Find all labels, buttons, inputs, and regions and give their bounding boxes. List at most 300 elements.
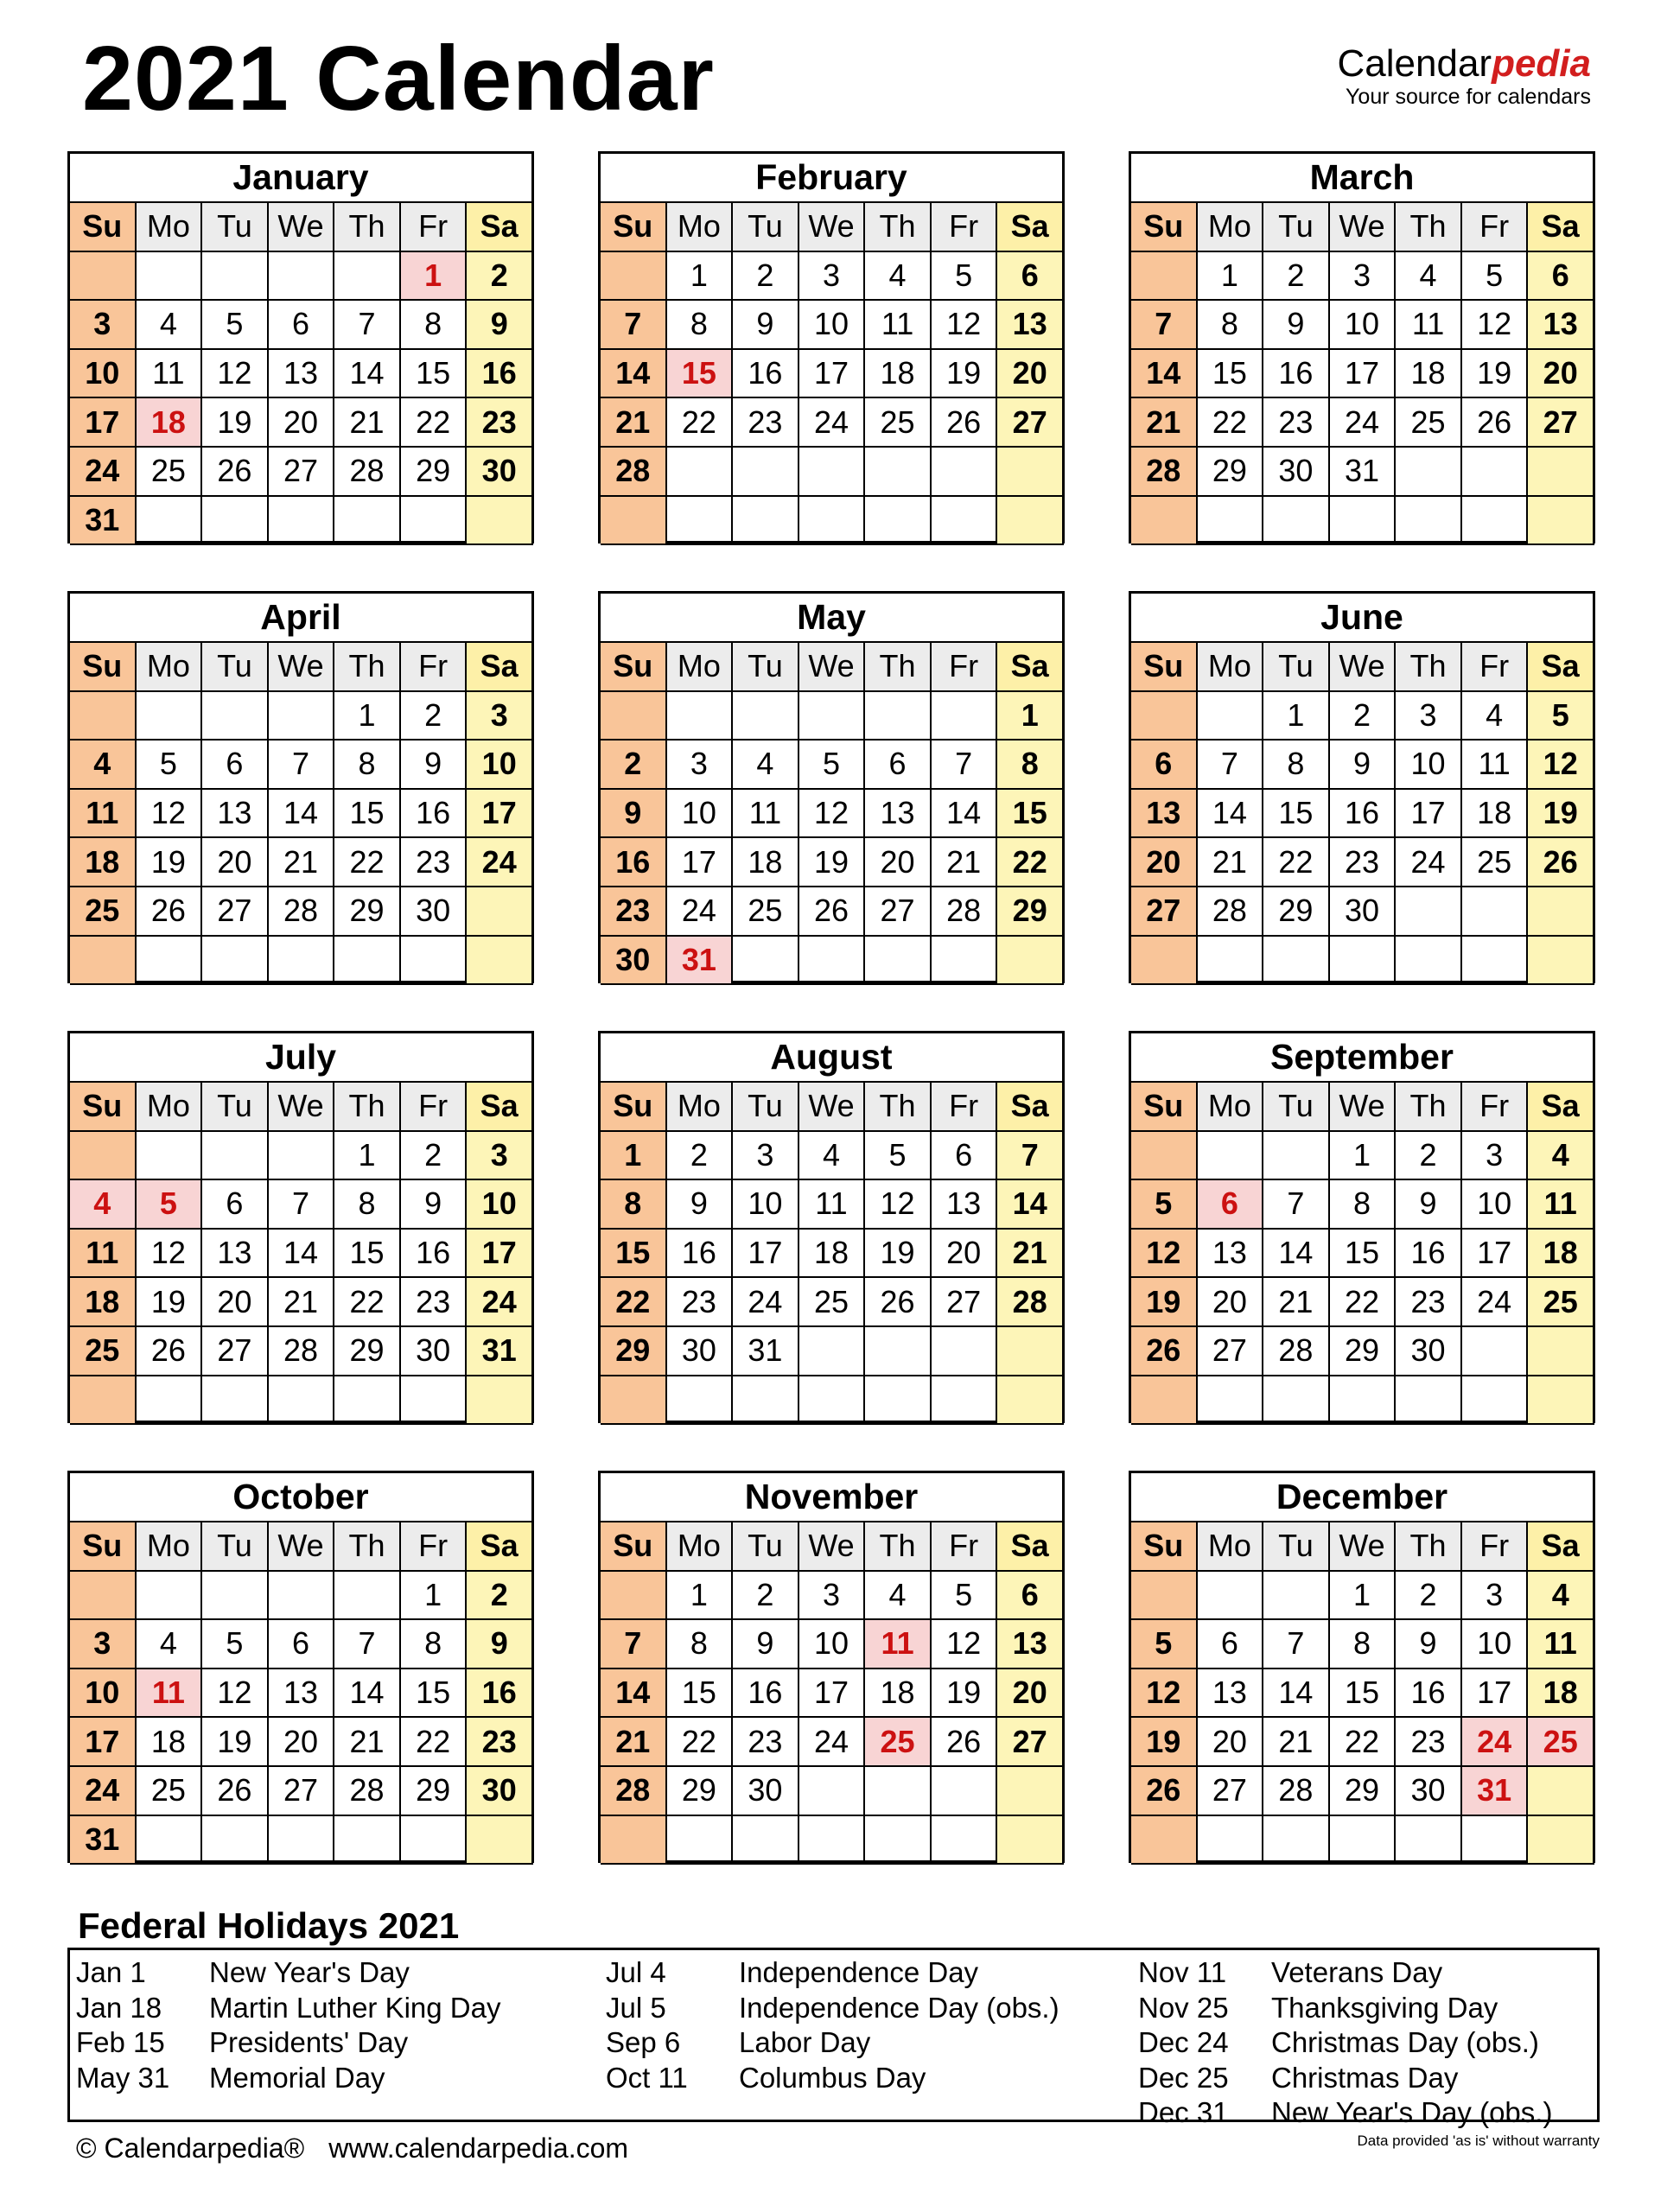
empty-day-cell bbox=[1263, 937, 1330, 986]
empty-day-cell bbox=[997, 1327, 1064, 1376]
empty-day-cell bbox=[1396, 1816, 1462, 1866]
weekday-header: Fr bbox=[932, 1083, 998, 1132]
day-cell: 29 bbox=[1330, 1767, 1397, 1816]
day-cell: 8 bbox=[401, 1620, 468, 1669]
day-cell: 16 bbox=[1263, 350, 1330, 399]
day-cell: 27 bbox=[1198, 1767, 1264, 1816]
weekday-header: Fr bbox=[1462, 203, 1529, 252]
weekday-header: We bbox=[269, 1522, 335, 1572]
day-cell: 7 bbox=[1131, 301, 1198, 350]
day-cell: 31 bbox=[733, 1327, 799, 1376]
weekday-header: Su bbox=[1131, 203, 1198, 252]
empty-day-cell bbox=[1198, 692, 1264, 741]
empty-day-cell bbox=[467, 497, 533, 546]
day-cell: 26 bbox=[137, 887, 203, 937]
day-cell: 12 bbox=[137, 1230, 203, 1279]
day-cell: 26 bbox=[202, 1767, 269, 1816]
weekday-header: Tu bbox=[202, 203, 269, 252]
day-cell: 25 bbox=[70, 1327, 137, 1376]
empty-day-cell bbox=[137, 1376, 203, 1426]
month-grid bbox=[1131, 1522, 1594, 1865]
empty-day-cell bbox=[1330, 497, 1397, 546]
day-cell: 6 bbox=[932, 1132, 998, 1181]
weekday-header: Sa bbox=[1528, 203, 1594, 252]
weekday-header: Mo bbox=[667, 643, 734, 692]
day-cell: 23 bbox=[467, 398, 533, 448]
empty-day-cell bbox=[1131, 692, 1198, 741]
empty-day-cell bbox=[997, 497, 1064, 546]
empty-day-cell bbox=[733, 1816, 799, 1866]
day-cell: 14 bbox=[1263, 1669, 1330, 1719]
day-cell: 30 bbox=[733, 1767, 799, 1816]
day-cell: 17 bbox=[667, 838, 734, 887]
empty-day-cell bbox=[1462, 497, 1529, 546]
empty-day-cell bbox=[137, 692, 203, 741]
empty-day-cell bbox=[799, 1376, 866, 1426]
day-cell: 16 bbox=[1330, 790, 1397, 839]
month-july bbox=[67, 1031, 534, 1423]
empty-day-cell bbox=[1330, 1816, 1397, 1866]
day-cell: 19 bbox=[202, 1718, 269, 1767]
day-cell: 27 bbox=[202, 1327, 269, 1376]
day-cell: 25 bbox=[1528, 1278, 1594, 1327]
empty-day-cell bbox=[601, 1572, 667, 1621]
weekday-header: Sa bbox=[997, 1522, 1064, 1572]
weekday-header: Sa bbox=[997, 643, 1064, 692]
day-cell: 5 bbox=[932, 252, 998, 302]
day-cell: 12 bbox=[1131, 1669, 1198, 1719]
day-cell: 30 bbox=[401, 1327, 468, 1376]
day-cell: 7 bbox=[932, 741, 998, 790]
day-cell: 7 bbox=[1263, 1180, 1330, 1230]
day-cell: 19 bbox=[932, 350, 998, 399]
day-cell: 23 bbox=[733, 398, 799, 448]
day-cell: 1 bbox=[1330, 1572, 1397, 1621]
day-cell: 25 bbox=[137, 448, 203, 497]
holiday-date: Jan 18 bbox=[76, 1991, 162, 2024]
day-cell: 21 bbox=[1263, 1718, 1330, 1767]
day-cell: 26 bbox=[932, 398, 998, 448]
day-cell: 1 bbox=[1198, 252, 1264, 302]
day-cell: 7 bbox=[997, 1132, 1064, 1181]
day-cell: 21 bbox=[932, 838, 998, 887]
empty-day-cell bbox=[1198, 937, 1264, 986]
empty-day-cell bbox=[334, 937, 401, 986]
empty-day-cell bbox=[733, 937, 799, 986]
day-cell: 30 bbox=[1396, 1767, 1462, 1816]
weekday-header: Su bbox=[601, 203, 667, 252]
day-cell: 7 bbox=[269, 1180, 335, 1230]
day-cell: 5 bbox=[865, 1132, 932, 1181]
day-cell: 22 bbox=[667, 398, 734, 448]
day-cell: 13 bbox=[932, 1180, 998, 1230]
day-cell: 13 bbox=[1198, 1230, 1264, 1279]
holiday-name: Labor Day bbox=[739, 2026, 871, 2058]
day-cell: 17 bbox=[467, 790, 533, 839]
weekday-header: We bbox=[269, 203, 335, 252]
day-cell: 27 bbox=[269, 448, 335, 497]
weekday-header: Tu bbox=[733, 643, 799, 692]
month-grid bbox=[1131, 203, 1594, 545]
empty-day-cell bbox=[1396, 1376, 1462, 1426]
holidays-column bbox=[1138, 1955, 1552, 2131]
day-cell: 12 bbox=[1462, 301, 1529, 350]
day-cell: 28 bbox=[601, 1767, 667, 1816]
empty-day-cell bbox=[799, 1767, 866, 1816]
holiday-name: New Year's Day bbox=[209, 1956, 410, 1988]
empty-day-cell bbox=[1462, 887, 1529, 937]
weekday-header: Th bbox=[865, 203, 932, 252]
day-cell: 25 bbox=[70, 887, 137, 937]
day-cell: 18 bbox=[70, 1278, 137, 1327]
day-cell: 21 bbox=[334, 1718, 401, 1767]
weekday-header: Su bbox=[1131, 1083, 1198, 1132]
month-november bbox=[598, 1471, 1065, 1863]
weekday-header: Th bbox=[334, 203, 401, 252]
day-cell: 8 bbox=[401, 301, 468, 350]
empty-day-cell bbox=[467, 1376, 533, 1426]
day-cell: 16 bbox=[733, 350, 799, 399]
holiday-name: Columbus Day bbox=[739, 2061, 926, 2094]
day-cell: 5 bbox=[1528, 692, 1594, 741]
day-cell: 27 bbox=[997, 1718, 1064, 1767]
empty-day-cell bbox=[865, 692, 932, 741]
day-cell: 27 bbox=[202, 887, 269, 937]
day-cell: 29 bbox=[334, 887, 401, 937]
holiday-day-cell: 11 bbox=[137, 1669, 203, 1719]
day-cell: 17 bbox=[1396, 790, 1462, 839]
day-cell: 6 bbox=[997, 1572, 1064, 1621]
day-cell: 23 bbox=[1330, 838, 1397, 887]
day-cell: 9 bbox=[733, 301, 799, 350]
holiday-date: Dec 31 bbox=[1138, 2096, 1229, 2128]
weekday-header: We bbox=[1330, 1522, 1397, 1572]
empty-day-cell bbox=[137, 497, 203, 546]
weekday-header: Mo bbox=[1198, 203, 1264, 252]
empty-day-cell bbox=[1263, 1132, 1330, 1181]
day-cell: 25 bbox=[1396, 398, 1462, 448]
day-cell: 16 bbox=[401, 1230, 468, 1279]
month-grid bbox=[601, 203, 1064, 545]
weekday-header: We bbox=[269, 1083, 335, 1132]
day-cell: 29 bbox=[334, 1327, 401, 1376]
day-cell: 29 bbox=[601, 1327, 667, 1376]
weekday-header: Fr bbox=[401, 1522, 468, 1572]
day-cell: 28 bbox=[334, 1767, 401, 1816]
empty-day-cell bbox=[1528, 1816, 1594, 1866]
day-cell: 7 bbox=[1263, 1620, 1330, 1669]
day-cell: 20 bbox=[1528, 350, 1594, 399]
holiday-day-cell: 15 bbox=[667, 350, 734, 399]
day-cell: 23 bbox=[1396, 1718, 1462, 1767]
day-cell: 21 bbox=[601, 1718, 667, 1767]
day-cell: 9 bbox=[467, 301, 533, 350]
month-title: March bbox=[1131, 154, 1593, 203]
day-cell: 16 bbox=[401, 790, 468, 839]
day-cell: 31 bbox=[467, 1327, 533, 1376]
day-cell: 17 bbox=[733, 1230, 799, 1279]
empty-day-cell bbox=[799, 1816, 866, 1866]
empty-day-cell bbox=[733, 448, 799, 497]
day-cell: 18 bbox=[1462, 790, 1529, 839]
day-cell: 9 bbox=[1396, 1180, 1462, 1230]
empty-day-cell bbox=[1462, 1327, 1529, 1376]
day-cell: 17 bbox=[799, 1669, 866, 1719]
month-grid bbox=[1131, 643, 1594, 985]
weekday-header: Sa bbox=[997, 1083, 1064, 1132]
empty-day-cell bbox=[467, 937, 533, 986]
day-cell: 16 bbox=[1396, 1669, 1462, 1719]
day-cell: 23 bbox=[1396, 1278, 1462, 1327]
day-cell: 25 bbox=[799, 1278, 866, 1327]
month-june bbox=[1129, 591, 1595, 983]
holiday-row bbox=[1138, 2095, 1552, 2131]
empty-day-cell bbox=[334, 1816, 401, 1866]
holiday-row bbox=[1138, 2025, 1552, 2061]
weekday-header: Tu bbox=[202, 643, 269, 692]
day-cell: 10 bbox=[1396, 741, 1462, 790]
month-grid bbox=[601, 643, 1064, 985]
day-cell: 6 bbox=[269, 301, 335, 350]
day-cell: 20 bbox=[1198, 1718, 1264, 1767]
weekday-header: Fr bbox=[401, 643, 468, 692]
empty-day-cell bbox=[202, 252, 269, 302]
empty-day-cell bbox=[932, 448, 998, 497]
weekday-header: Sa bbox=[467, 643, 533, 692]
weekday-header: Mo bbox=[667, 203, 734, 252]
day-cell: 12 bbox=[932, 301, 998, 350]
empty-day-cell bbox=[202, 1132, 269, 1181]
holiday-name: Memorial Day bbox=[209, 2061, 385, 2094]
day-cell: 7 bbox=[334, 1620, 401, 1669]
day-cell: 14 bbox=[932, 790, 998, 839]
day-cell: 14 bbox=[269, 790, 335, 839]
weekday-header: Tu bbox=[1263, 1083, 1330, 1132]
empty-day-cell bbox=[865, 937, 932, 986]
day-cell: 13 bbox=[269, 1669, 335, 1719]
day-cell: 10 bbox=[70, 1669, 137, 1719]
weekday-header: Fr bbox=[401, 203, 468, 252]
empty-day-cell bbox=[1263, 1572, 1330, 1621]
holiday-day-cell: 11 bbox=[865, 1620, 932, 1669]
day-cell: 5 bbox=[202, 301, 269, 350]
day-cell: 7 bbox=[334, 301, 401, 350]
month-january bbox=[67, 151, 534, 543]
day-cell: 27 bbox=[269, 1767, 335, 1816]
month-grid bbox=[601, 1083, 1064, 1425]
empty-day-cell bbox=[269, 1132, 335, 1181]
month-october bbox=[67, 1471, 534, 1863]
empty-day-cell bbox=[932, 937, 998, 986]
day-cell: 19 bbox=[137, 838, 203, 887]
weekday-header: Sa bbox=[1528, 1522, 1594, 1572]
day-cell: 24 bbox=[733, 1278, 799, 1327]
day-cell: 16 bbox=[667, 1230, 734, 1279]
day-cell: 9 bbox=[667, 1180, 734, 1230]
day-cell: 29 bbox=[1330, 1327, 1397, 1376]
day-cell: 10 bbox=[1330, 301, 1397, 350]
day-cell: 15 bbox=[667, 1669, 734, 1719]
day-cell: 13 bbox=[997, 1620, 1064, 1669]
day-cell: 2 bbox=[601, 741, 667, 790]
month-title: July bbox=[70, 1033, 531, 1083]
holiday-date: Jul 4 bbox=[606, 1956, 666, 1988]
empty-day-cell bbox=[202, 1376, 269, 1426]
day-cell: 8 bbox=[1330, 1620, 1397, 1669]
empty-day-cell bbox=[137, 937, 203, 986]
empty-day-cell bbox=[269, 497, 335, 546]
empty-day-cell bbox=[601, 692, 667, 741]
holiday-row bbox=[606, 2061, 1059, 2096]
day-cell: 5 bbox=[202, 1620, 269, 1669]
empty-day-cell bbox=[334, 1572, 401, 1621]
day-cell: 14 bbox=[334, 1669, 401, 1719]
day-cell: 6 bbox=[997, 252, 1064, 302]
holiday-date: Feb 15 bbox=[76, 2026, 165, 2058]
day-cell: 3 bbox=[467, 692, 533, 741]
brand-logo bbox=[1337, 42, 1591, 109]
empty-day-cell bbox=[137, 1132, 203, 1181]
empty-day-cell bbox=[799, 1327, 866, 1376]
weekday-header: Mo bbox=[137, 1083, 203, 1132]
day-cell: 30 bbox=[601, 937, 667, 986]
weekday-header: Tu bbox=[202, 1522, 269, 1572]
empty-day-cell bbox=[202, 1816, 269, 1866]
holiday-date: Dec 24 bbox=[1138, 2026, 1229, 2058]
day-cell: 15 bbox=[334, 1230, 401, 1279]
empty-day-cell bbox=[1198, 497, 1264, 546]
day-cell: 16 bbox=[467, 1669, 533, 1719]
day-cell: 10 bbox=[667, 790, 734, 839]
empty-day-cell bbox=[334, 1376, 401, 1426]
day-cell: 29 bbox=[401, 448, 468, 497]
day-cell: 13 bbox=[1198, 1669, 1264, 1719]
page-title: 2021 Calendar bbox=[82, 28, 715, 130]
weekday-header: Fr bbox=[932, 643, 998, 692]
empty-day-cell bbox=[1528, 1767, 1594, 1816]
day-cell: 13 bbox=[202, 1230, 269, 1279]
day-cell: 15 bbox=[601, 1230, 667, 1279]
empty-day-cell bbox=[1528, 497, 1594, 546]
empty-day-cell bbox=[70, 1572, 137, 1621]
empty-day-cell bbox=[601, 497, 667, 546]
day-cell: 5 bbox=[137, 741, 203, 790]
day-cell: 25 bbox=[1462, 838, 1529, 887]
day-cell: 2 bbox=[401, 692, 468, 741]
weekday-header: Su bbox=[1131, 643, 1198, 692]
day-cell: 20 bbox=[865, 838, 932, 887]
day-cell: 5 bbox=[1462, 252, 1529, 302]
month-august bbox=[598, 1031, 1065, 1423]
empty-day-cell bbox=[1263, 497, 1330, 546]
weekday-header: Mo bbox=[137, 643, 203, 692]
day-cell: 11 bbox=[70, 790, 137, 839]
day-cell: 29 bbox=[997, 887, 1064, 937]
weekday-header: Tu bbox=[1263, 643, 1330, 692]
day-cell: 3 bbox=[70, 301, 137, 350]
day-cell: 20 bbox=[997, 1669, 1064, 1719]
day-cell: 15 bbox=[401, 1669, 468, 1719]
day-cell: 21 bbox=[1198, 838, 1264, 887]
day-cell: 12 bbox=[202, 1669, 269, 1719]
day-cell: 19 bbox=[1528, 790, 1594, 839]
day-cell: 10 bbox=[733, 1180, 799, 1230]
holiday-day-cell: 18 bbox=[137, 398, 203, 448]
day-cell: 24 bbox=[1396, 838, 1462, 887]
day-cell: 27 bbox=[997, 398, 1064, 448]
weekday-header: Sa bbox=[467, 1522, 533, 1572]
day-cell: 26 bbox=[1131, 1767, 1198, 1816]
empty-day-cell bbox=[997, 448, 1064, 497]
weekday-header: Tu bbox=[733, 1522, 799, 1572]
empty-day-cell bbox=[1528, 937, 1594, 986]
empty-day-cell bbox=[269, 1816, 335, 1866]
day-cell: 23 bbox=[733, 1718, 799, 1767]
empty-day-cell bbox=[997, 937, 1064, 986]
empty-day-cell bbox=[401, 497, 468, 546]
day-cell: 13 bbox=[1131, 790, 1198, 839]
day-cell: 15 bbox=[1330, 1669, 1397, 1719]
day-cell: 11 bbox=[70, 1230, 137, 1279]
empty-day-cell bbox=[334, 252, 401, 302]
day-cell: 4 bbox=[799, 1132, 866, 1181]
day-cell: 4 bbox=[70, 741, 137, 790]
holiday-name: Veterans Day bbox=[1271, 1956, 1443, 1988]
day-cell: 11 bbox=[733, 790, 799, 839]
day-cell: 6 bbox=[269, 1620, 335, 1669]
empty-day-cell bbox=[1131, 1376, 1198, 1426]
day-cell: 10 bbox=[1462, 1620, 1529, 1669]
empty-day-cell bbox=[467, 887, 533, 937]
day-cell: 4 bbox=[137, 301, 203, 350]
empty-day-cell bbox=[1396, 937, 1462, 986]
day-cell: 3 bbox=[799, 1572, 866, 1621]
day-cell: 24 bbox=[667, 887, 734, 937]
weekday-header: Th bbox=[1396, 1522, 1462, 1572]
holiday-name: Christmas Day (obs.) bbox=[1271, 2026, 1539, 2058]
footer-url[interactable]: www.calendarpedia.com bbox=[328, 2133, 629, 2164]
day-cell: 30 bbox=[401, 887, 468, 937]
weekday-header: Th bbox=[865, 643, 932, 692]
day-cell: 31 bbox=[70, 497, 137, 546]
day-cell: 22 bbox=[334, 1278, 401, 1327]
weekday-header: Tu bbox=[1263, 1522, 1330, 1572]
weekday-header: Sa bbox=[1528, 1083, 1594, 1132]
day-cell: 9 bbox=[401, 1180, 468, 1230]
day-cell: 29 bbox=[1263, 887, 1330, 937]
holiday-day-cell: 31 bbox=[667, 937, 734, 986]
day-cell: 28 bbox=[269, 887, 335, 937]
holiday-name: Martin Luther King Day bbox=[209, 1991, 501, 2024]
holiday-name: Presidents' Day bbox=[209, 2026, 409, 2058]
day-cell: 3 bbox=[1330, 252, 1397, 302]
day-cell: 20 bbox=[269, 398, 335, 448]
day-cell: 4 bbox=[1528, 1572, 1594, 1621]
holiday-row bbox=[76, 2061, 501, 2096]
empty-day-cell bbox=[1263, 1816, 1330, 1866]
empty-day-cell bbox=[1131, 497, 1198, 546]
day-cell: 10 bbox=[70, 350, 137, 399]
empty-day-cell bbox=[601, 1376, 667, 1426]
day-cell: 1 bbox=[334, 692, 401, 741]
day-cell: 8 bbox=[667, 301, 734, 350]
day-cell: 22 bbox=[667, 1718, 734, 1767]
empty-day-cell bbox=[932, 692, 998, 741]
day-cell: 23 bbox=[1263, 398, 1330, 448]
day-cell: 28 bbox=[1198, 887, 1264, 937]
empty-day-cell bbox=[334, 497, 401, 546]
weekday-header: Su bbox=[601, 643, 667, 692]
